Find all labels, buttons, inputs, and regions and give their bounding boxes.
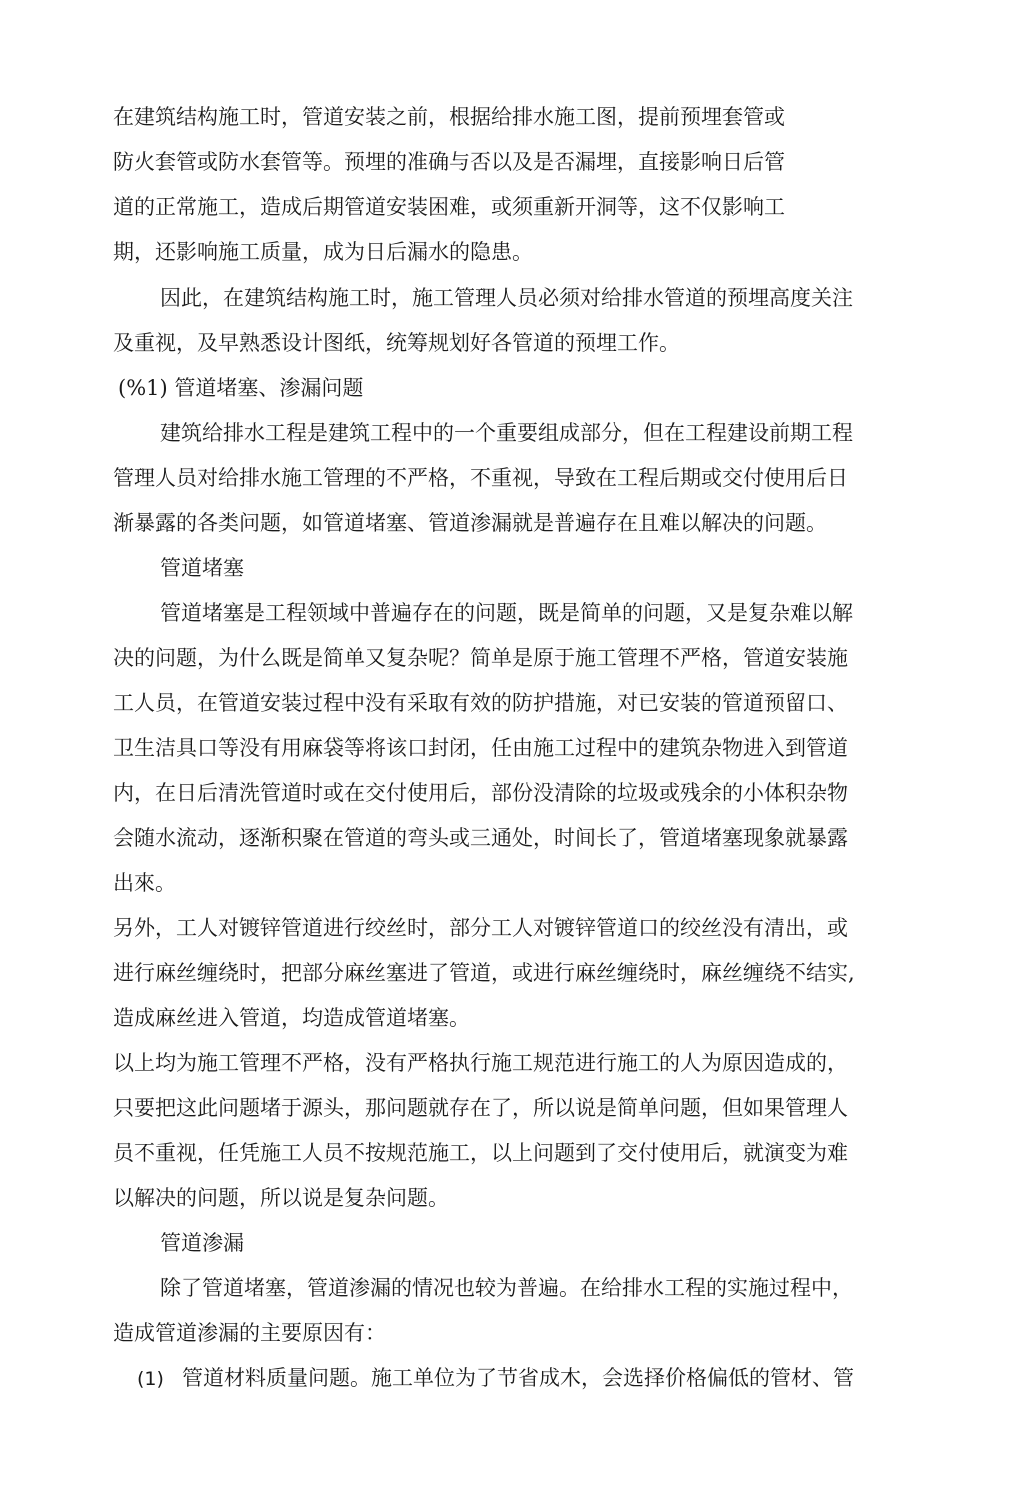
- paragraph-line: 以解决的问题，所以说是复杂问题。: [113, 1186, 449, 1210]
- paragraph-line: 造成麻丝进入管道，均造成管道堵塞。: [113, 1006, 470, 1030]
- paragraph-line: 因此，在建筑结构施工时，施工管理人员必须对给排水管道的预埋高度关注: [160, 286, 853, 310]
- paragraph-line: 造成管道渗漏的主要原因有：: [113, 1321, 386, 1345]
- paragraph-line: 以上均为施工管理不严格，没有严格执行施工规范进行施工的人为原因造成的，: [113, 1051, 848, 1075]
- section-heading: (%1) 管道堵塞、渗漏问题: [118, 376, 364, 400]
- paragraph-line: 出來。: [113, 871, 176, 895]
- paragraph-line: 卫生洁具口等没有用麻袋等将该口封闭，任由施工过程中的建筑杂物进入到管道: [113, 736, 848, 760]
- paragraph-line: 除了管道堵塞，管道渗漏的情况也较为普遍。在给排水工程的实施过程中，: [160, 1276, 853, 1300]
- paragraph-line: 员不重视，任凭施工人员不按规范施工，以上问题到了交付使用后，就演变为难: [113, 1141, 848, 1165]
- paragraph-line: 管道堵塞是工程领域中普遍存在的问题，既是简单的问题，又是复杂难以解: [160, 601, 853, 625]
- paragraph-line: 渐暴露的各类问题，如管道堵塞、管道渗漏就是普遍存在且难以解决的问题。: [113, 511, 827, 535]
- paragraph-line: 工人员，在管道安装过程中没有采取有效的防护措施，对已安装的管道预留口、: [113, 691, 848, 715]
- paragraph-line: 决的问题，为什么既是简单又复杂呢？简单是原于施工管理不严格，管道安装施: [113, 646, 848, 670]
- paragraph-line: 管理人员对给排水施工管理的不严格，不重视，导致在工程后期或交付使用后日: [113, 466, 848, 490]
- paragraph-line: 防火套管或防水套管等。预埋的准确与否以及是否漏埋，直接影响日后管: [113, 150, 785, 174]
- paragraph-line: 另外，工人对镀锌管道进行绞丝时，部分工人对镀锌管道口的绞丝没有清出，或: [113, 916, 848, 940]
- paragraph-line: 只要把这此问题堵于源头，那问题就存在了，所以说是简单问题，但如果管理人: [113, 1096, 848, 1120]
- paragraph-line: 建筑给排水工程是建筑工程中的一个重要组成部分，但在工程建设前期工程: [160, 421, 853, 445]
- paragraph-line: 及重视，及早熟悉设计图纸，统筹规划好各管道的预埋工作。: [113, 331, 680, 355]
- paragraph-line: 会随水流动，逐渐积聚在管道的弯头或三通处，时间长了，管道堵塞现象就暴露: [113, 826, 848, 850]
- paragraph-line: 期，还影响施工质量，成为日后漏水的隐患。: [113, 240, 533, 264]
- paragraph-line: 内，在日后清洗管道时或在交付使用后，部份没清除的垃圾或残余的小体积杂物: [113, 781, 848, 805]
- paragraph-line: 在建筑结构施工时，管道安装之前，根据给排水施工图，提前预埋套管或: [113, 105, 785, 129]
- list-item-marker: (1): [137, 1368, 164, 1390]
- subsection-heading: 管道渗漏: [160, 1231, 244, 1255]
- paragraph-line: 进行麻丝缠绕时，把部分麻丝塞进了管道，或进行麻丝缠绕时，麻丝缠绕不结实,: [113, 961, 855, 985]
- paragraph-line: 道的正常施工，造成后期管道安装困难，或须重新开洞等，这不仅影响工: [113, 195, 785, 219]
- subsection-heading: 管道堵塞: [160, 556, 244, 580]
- list-item-text: 管道材料质量问题。施工单位为了节省成木，会选择价格偏低的管材、管: [182, 1366, 854, 1390]
